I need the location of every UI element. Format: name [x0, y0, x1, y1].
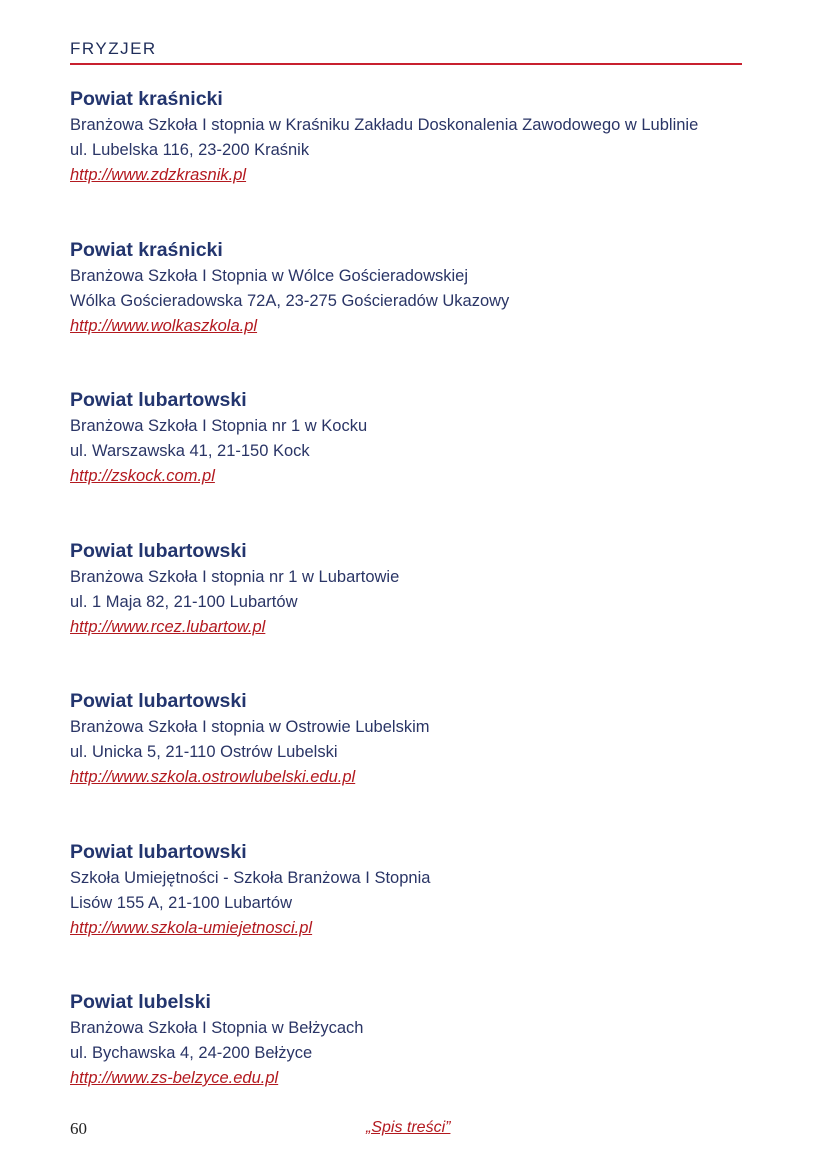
school-website-link[interactable]: http://www.szkola-umiejetnosci.pl — [70, 918, 313, 937]
district-heading: Powiat lubartowski — [70, 840, 247, 863]
school-address: ul. Lubelska 116, 23-200 Kraśnik — [70, 141, 310, 159]
school-entry — [70, 537, 770, 688]
school-name: Szkoła Umiejętności - Szkoła Branżowa I Stopnia — [70, 868, 431, 887]
school-website-link[interactable]: http://www.rcez.lubartow.pl — [70, 617, 266, 636]
page-number: 60 — [70, 1119, 87, 1138]
school-entry — [70, 838, 770, 989]
school-entry — [70, 988, 770, 1139]
school-list — [70, 85, 770, 1139]
district-heading: Powiat kraśnicki — [70, 238, 223, 261]
district-heading: Powiat lubartowski — [70, 389, 247, 411]
school-website-link[interactable]: http://www.zs-belzyce.edu.pl — [70, 1069, 279, 1087]
school-address: ul. Bychawska 4, 24-200 Bełżyce — [70, 1044, 313, 1062]
school-name: Branżowa Szkoła I stopnia nr 1 w Lubartowie — [70, 567, 400, 586]
table-of-contents-link[interactable]: „Spis treści” — [366, 1119, 451, 1136]
district-heading: Powiat lubelski — [70, 991, 211, 1013]
school-address: ul. 1 Maja 82, 21-100 Lubartów — [70, 592, 298, 611]
district-heading: Powiat kraśnicki — [70, 88, 223, 110]
school-address: ul. Unicka 5, 21-110 Ostrów Lubelski — [70, 743, 338, 761]
school-name: Branżowa Szkoła I Stopnia nr 1 w Kocku — [70, 417, 368, 435]
school-address: ul. Warszawska 41, 21-150 Kock — [70, 442, 310, 460]
school-entry — [70, 386, 770, 537]
school-website-link[interactable]: http://www.szkola.ostrowlubelski.edu.pl — [70, 768, 356, 786]
school-name: Branżowa Szkoła I stopnia w Kraśniku Zakładu Doskonalenia Zawodowego w Lublinie — [70, 116, 699, 134]
school-name: Branżowa Szkoła I stopnia w Ostrowie Lubelskim — [70, 718, 430, 736]
school-name: Branżowa Szkoła I Stopnia w Wólce Gościeradowskiej — [70, 266, 469, 285]
school-website-link[interactable]: http://zskock.com.pl — [70, 467, 215, 485]
school-entry — [70, 236, 770, 387]
header-title: FRYZJER — [70, 39, 157, 58]
school-address: Lisów 155 A, 21-100 Lubartów — [70, 893, 292, 912]
school-name: Branżowa Szkoła I Stopnia w Bełżycach — [70, 1019, 364, 1037]
school-address: Wólka Gościeradowska 72A, 23-275 Gościeradów Ukazowy — [70, 291, 510, 310]
school-entry — [70, 85, 770, 236]
district-heading: Powiat lubartowski — [70, 690, 247, 712]
school-entry — [70, 687, 770, 838]
district-heading: Powiat lubartowski — [70, 539, 247, 562]
school-website-link[interactable]: http://www.zdzkrasnik.pl — [70, 166, 247, 184]
school-website-link[interactable]: http://www.wolkaszkola.pl — [70, 316, 258, 335]
header-divider — [70, 63, 742, 65]
